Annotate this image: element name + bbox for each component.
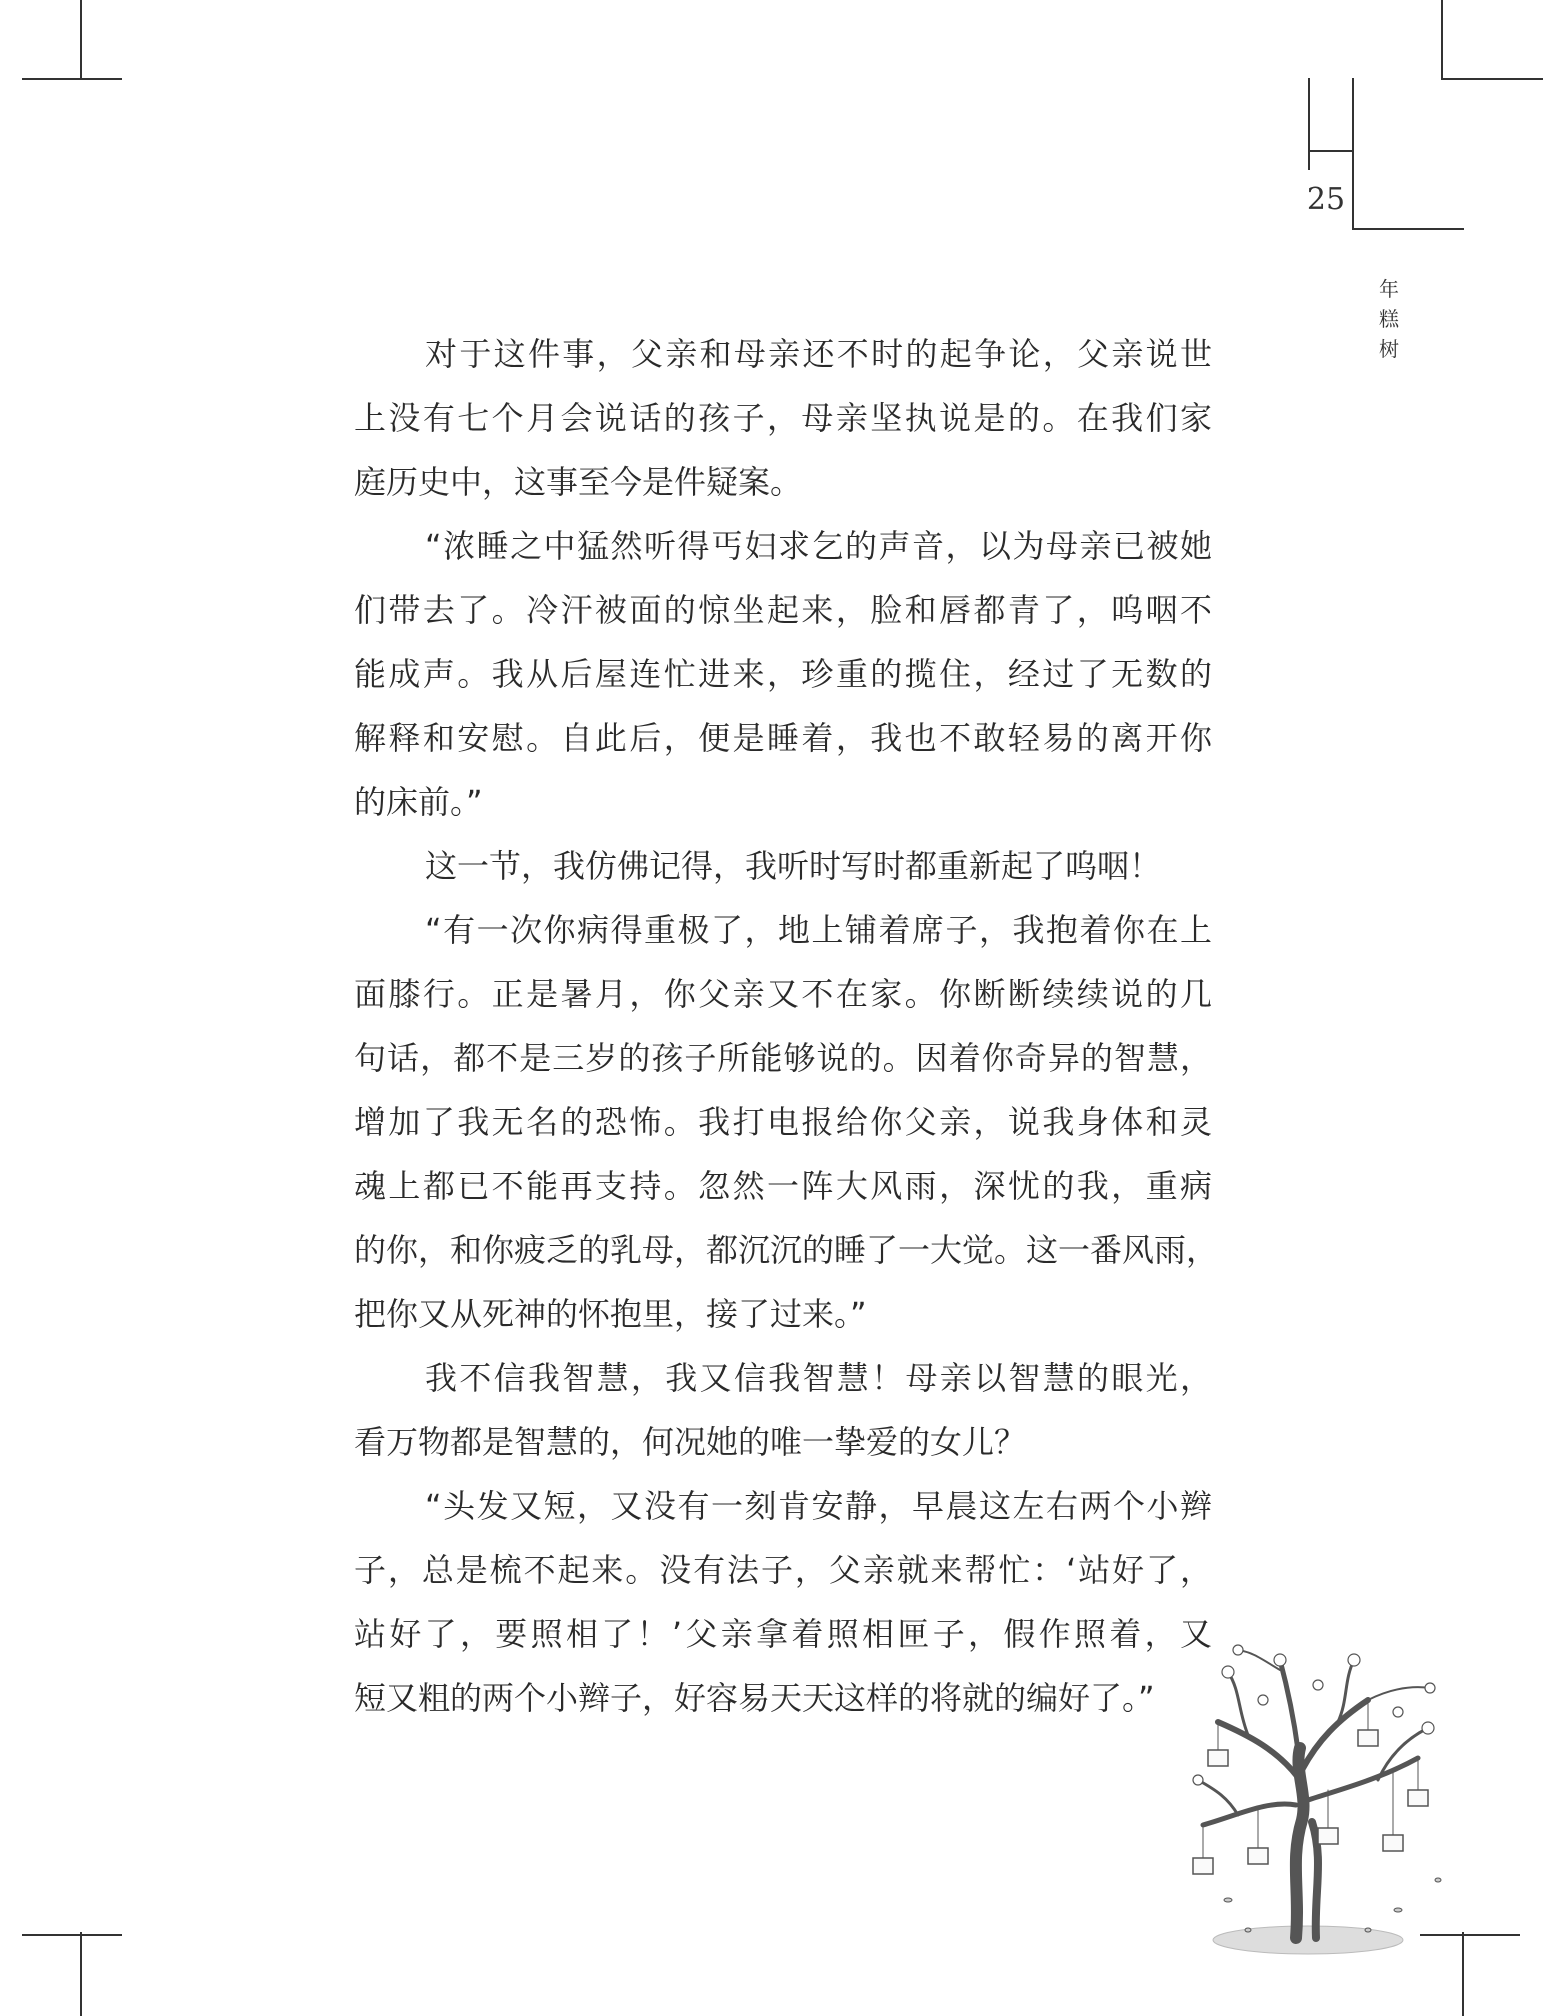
- header-rule-horizontal-bottom: [1352, 228, 1464, 230]
- text-line: 对于这件事，父亲和母亲还不时的起争论，父亲说世: [425, 335, 1212, 373]
- text-line: 的床前。”: [354, 783, 483, 821]
- crop-mark-top-left-h: [22, 78, 122, 80]
- text-line: 把你又从死神的怀抱里，接了过来。”: [354, 1295, 867, 1333]
- text-line: 短又粗的两个小辫子，好容易天天这样的将就的编好了。”: [354, 1679, 1155, 1717]
- text-line: “浓睡之中猛然听得丐妇求乞的声音，以为母亲已被她: [425, 527, 1212, 565]
- header-rule-vertical-left: [1308, 78, 1310, 170]
- running-title: [1374, 274, 1404, 364]
- text-line: 的你，和你疲乏的乳母，都沉沉的睡了一大觉。这一番风雨，: [354, 1231, 1219, 1269]
- text-line: “头发又短，又没有一刻肯安静，早晨这左右两个小辫: [425, 1487, 1212, 1525]
- crop-mark-bottom-left-v: [80, 1932, 82, 2016]
- crop-mark-bottom-left-h: [22, 1934, 122, 1936]
- running-title-char: 树: [1379, 337, 1399, 361]
- text-line: 站好了，要照相了！’父亲拿着照相匣子，假作照着，又: [354, 1615, 1212, 1653]
- text-line: 解释和安慰。自此后，便是睡着，我也不敢轻易的离开你: [354, 719, 1212, 757]
- text-line: 魂上都已不能再支持。忽然一阵大风雨，深忧的我，重病: [354, 1167, 1212, 1205]
- text-line: 庭历史中，这事至今是件疑案。: [354, 463, 803, 501]
- text-line: 上没有七个月会说话的孩子，母亲坚执说是的。在我们家: [354, 399, 1212, 437]
- crop-mark-top-right-h: [1443, 78, 1543, 80]
- text-line: 我不信我智慧，我又信我智慧！母亲以智慧的眼光，: [425, 1359, 1212, 1397]
- text-line: 增加了我无名的恐怖。我打电报给你父亲，说我身体和灵: [354, 1103, 1212, 1141]
- text-line: 们带去了。冷汗被面的惊坐起来，脸和唇都青了，呜咽不: [354, 591, 1212, 629]
- text-line: 这一节，我仿佛记得，我听时写时都重新起了呜咽！: [425, 847, 1162, 885]
- gift-tree-icon: [1168, 1630, 1468, 1970]
- text-line: 能成声。我从后屋连忙进来，珍重的揽住，经过了无数的: [354, 655, 1212, 693]
- text-line: “有一次你病得重极了，地上铺着席子，我抱着你在上: [425, 911, 1212, 949]
- running-title-char: 年: [1379, 277, 1399, 301]
- crop-mark-top-right-v: [1441, 0, 1443, 80]
- text-line: 面膝行。正是暑月，你父亲又不在家。你断断续续说的几: [354, 975, 1212, 1013]
- page-number: 25: [1306, 182, 1346, 217]
- text-line: 看万物都是智慧的，何况她的唯一挚爱的女儿？: [354, 1423, 1027, 1461]
- text-line: 句话，都不是三岁的孩子所能够说的。因着你奇异的智慧，: [354, 1039, 1212, 1077]
- body-text: [354, 322, 1219, 1730]
- text-line: 子，总是梳不起来。没有法子，父亲就来帮忙：‘站好了，: [354, 1551, 1212, 1589]
- running-title-char: 糕: [1379, 307, 1399, 331]
- header-rule-horizontal-top: [1308, 150, 1352, 152]
- crop-mark-top-left-v: [80, 0, 82, 80]
